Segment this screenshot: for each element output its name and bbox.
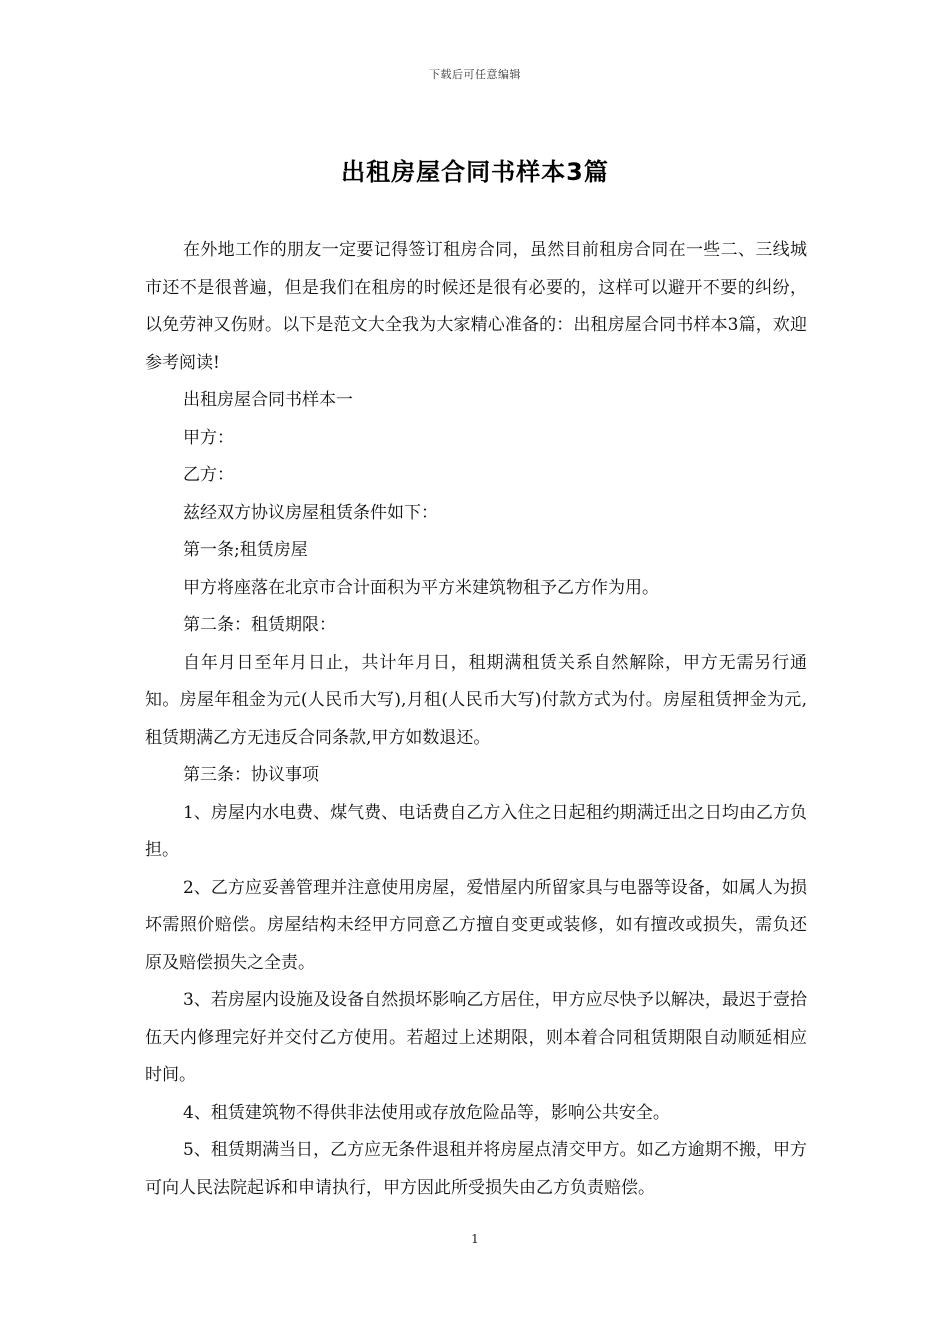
article-2-text: 自年月日至年月日止，共计年月日，租期满租赁关系自然解除，甲方无需另行通知。房屋年租金为元(人民币大写),月租(人民币大写)付款方式为付。房屋租赁押金为元,租赁期满乙方无违反合同条款,甲方如数退还。 <box>145 652 807 748</box>
header-note: 下载后可任意编辑 <box>429 68 521 81</box>
intro-paragraph: 在外地工作的朋友一定要记得签订租房合同，虽然目前租房合同在一些二、三线城市还不是很普遍，但是我们在租房的时候还是很有必要的，这样可以避开不要的纠纷，以免劳神又伤财。以下是范文大全我为大家精心准备的：出租房屋合同书样本3篇，欢迎参考阅读! <box>145 240 807 373</box>
clause-4: 4、租赁建筑物不得供非法使用或存放危险品等，影响公共安全。 <box>183 1102 670 1123</box>
agreement-intro: 兹经双方协议房屋租赁条件如下： <box>183 502 438 523</box>
document-body <box>145 232 807 1207</box>
clause-2: 2、乙方应妥善管理并注意使用房屋，爱惜屋内所留家具与电器等设备，如属人为损坏需照价赔偿。房屋结构未经甲方同意乙方擅自变更或装修，如有擅改或损失，需负还原及赔偿损失之全责。 <box>145 877 807 973</box>
article-1-heading: 第一条;租赁房屋 <box>183 540 308 560</box>
document-title: 出租房屋合同书样本3篇 <box>341 158 609 186</box>
party-a-line: 甲方： <box>183 427 234 448</box>
clause-1: 1、房屋内水电费、煤气费、电话费自乙方入住之日起租约期满迁出之日均由乙方负担。 <box>145 802 807 860</box>
section-heading: 出租房屋合同书样本一 <box>183 390 353 410</box>
party-b-line: 乙方： <box>183 465 234 485</box>
clause-5: 5、租赁期满当日，乙方应无条件退租并将房屋点清交甲方。如乙方逾期不搬，甲方可向人民法院起诉和申请执行，甲方因此所受损失由乙方负责赔偿。 <box>145 1140 807 1198</box>
article-2-heading: 第二条：租赁期限： <box>183 615 336 635</box>
article-3-heading: 第三条：协议事项 <box>183 765 319 785</box>
page-number: 1 <box>471 1232 479 1246</box>
clause-3: 3、若房屋内设施及设备自然损坏影响乙方居住，甲方应尽快予以解决，最迟于壹拾伍天内修理完好并交付乙方使用。若超过上述期限，则本着合同租赁期限自动顺延相应时间。 <box>145 990 807 1085</box>
article-1-text: 甲方将座落在北京市合计面积为平方米建筑物租予乙方作为用。 <box>183 577 659 598</box>
